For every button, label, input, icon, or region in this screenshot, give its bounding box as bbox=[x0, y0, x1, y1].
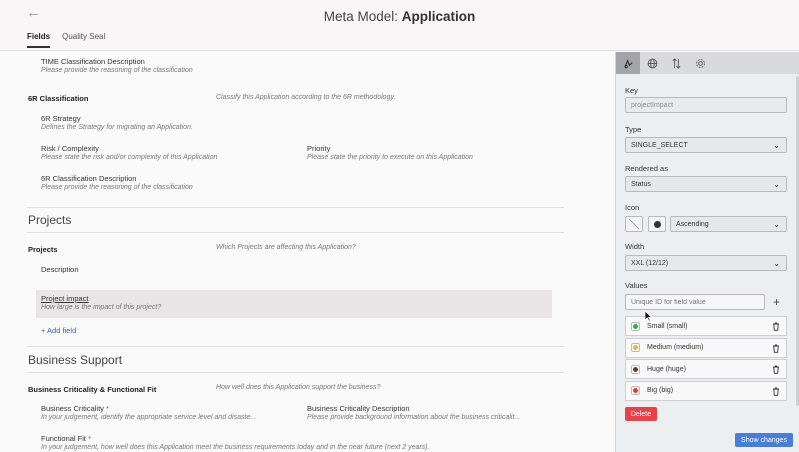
field-settings-panel bbox=[615, 52, 799, 452]
trash-icon[interactable] bbox=[772, 387, 780, 398]
divider bbox=[27, 232, 564, 233]
field-business-criticality-label[interactable] bbox=[41, 404, 109, 413]
show-changes-button[interactable]: Show changes bbox=[735, 433, 793, 447]
trash-icon[interactable] bbox=[772, 344, 780, 355]
divider bbox=[27, 372, 564, 373]
rendered-as-label: Rendered as bbox=[625, 164, 668, 173]
business-criticality-text: Business Criticality bbox=[41, 404, 104, 413]
width-label: Width bbox=[625, 242, 645, 251]
value-row[interactable] bbox=[625, 359, 787, 379]
field-6r-strategy-label[interactable]: 6R Strategy bbox=[41, 114, 81, 123]
field-priority-hint: Please state the priority to execute on this Application bbox=[307, 154, 473, 161]
icon-none-picker[interactable] bbox=[625, 216, 643, 232]
gear-icon bbox=[695, 58, 706, 69]
trash-icon[interactable] bbox=[772, 365, 780, 376]
field-6r-description-label[interactable]: 6R Classification Description bbox=[41, 174, 137, 183]
type-value: SINGLE_SELECT bbox=[631, 141, 688, 149]
key-value: projectImpact bbox=[631, 101, 674, 109]
section-business-support-title: Business Support bbox=[28, 353, 123, 367]
group-projects-hint: Which Projects are affecting this Application? bbox=[216, 244, 356, 251]
group-bcff-label[interactable]: Business Criticality & Functional Fit bbox=[28, 385, 157, 394]
field-risk-label[interactable]: Risk / Complexity bbox=[41, 144, 99, 153]
chevron-down-icon: ⌄ bbox=[773, 259, 780, 268]
functional-fit-text: Functional Fit bbox=[41, 434, 87, 443]
add-value-button[interactable]: + bbox=[773, 295, 781, 309]
field-project-impact-label[interactable]: Project impact bbox=[41, 294, 89, 303]
key-label: Key bbox=[625, 86, 638, 95]
field-functional-fit-label[interactable] bbox=[41, 434, 91, 443]
divider bbox=[27, 207, 564, 208]
field-6r-description-hint: Please provide the reasoning of the classification bbox=[41, 184, 193, 191]
width-value: XXL (12/12) bbox=[631, 259, 669, 267]
icon-order-value: Ascending bbox=[676, 220, 709, 228]
value-row[interactable] bbox=[625, 381, 787, 401]
panel-tab-translations[interactable] bbox=[640, 52, 664, 74]
tab-quality-seal[interactable]: Quality Seal bbox=[62, 32, 106, 41]
value-label: Small (small) bbox=[647, 322, 688, 330]
group-projects-label[interactable]: Projects bbox=[28, 245, 58, 254]
field-time-description-hint: Please provide the reasoning of the classification bbox=[41, 67, 193, 74]
field-priority-label[interactable]: Priority bbox=[307, 144, 331, 153]
values-label: Values bbox=[625, 281, 648, 290]
sort-icon bbox=[671, 58, 682, 69]
main-content bbox=[0, 52, 615, 452]
top-header bbox=[0, 0, 799, 51]
tab-bar bbox=[27, 32, 105, 48]
chevron-down-icon: ⌄ bbox=[773, 220, 780, 229]
mouse-cursor-icon bbox=[644, 310, 652, 322]
value-label: Huge (huge) bbox=[647, 365, 686, 373]
value-label: Big (big) bbox=[647, 387, 674, 394]
field-project-impact-hint: How large is the impact of this project? bbox=[41, 304, 162, 311]
rendered-as-select[interactable] bbox=[625, 176, 787, 192]
no-icon-slash-icon bbox=[626, 217, 642, 231]
type-label: Type bbox=[625, 125, 642, 134]
field-time-description-label[interactable]: TIME Classification Description bbox=[41, 57, 145, 66]
icon-order-select[interactable] bbox=[670, 216, 787, 232]
title-name: Application bbox=[401, 9, 476, 24]
value-color-swatch[interactable] bbox=[631, 386, 640, 395]
value-color-swatch[interactable] bbox=[631, 343, 640, 352]
rendered-as-value: Status bbox=[631, 180, 651, 188]
field-bc-description-label[interactable]: Business Criticality Description bbox=[307, 404, 410, 413]
globe-icon bbox=[647, 58, 658, 69]
field-description-label[interactable]: Description bbox=[41, 265, 79, 274]
panel-tab-bar bbox=[616, 52, 799, 74]
value-color-swatch[interactable] bbox=[631, 365, 640, 374]
title-prefix: Meta Model: bbox=[323, 9, 402, 24]
chevron-down-icon: ⌄ bbox=[773, 180, 780, 189]
delete-button[interactable]: Delete bbox=[625, 407, 657, 421]
field-6r-strategy-hint: Defines the Strategy for migrating an Application. bbox=[41, 124, 193, 131]
color-dot-icon bbox=[633, 324, 638, 329]
tab-fields[interactable]: Fields bbox=[27, 32, 50, 48]
icon-label: Icon bbox=[625, 203, 640, 212]
color-dot-icon bbox=[633, 345, 638, 350]
layout-icon bbox=[623, 58, 634, 69]
chevron-down-icon: ⌄ bbox=[773, 141, 780, 150]
divider bbox=[27, 346, 564, 347]
add-field-button[interactable]: + Add field bbox=[41, 326, 77, 335]
required-marker: * bbox=[88, 434, 92, 443]
panel-tab-sort[interactable] bbox=[664, 52, 688, 74]
panel-tab-layout[interactable] bbox=[616, 52, 640, 74]
group-bcff-hint: How well does this Application support the business? bbox=[216, 384, 381, 391]
field-business-criticality-hint: In your judgement, identify the appropriate service level and disaste... bbox=[41, 414, 257, 421]
back-arrow-icon[interactable]: ← bbox=[26, 4, 41, 21]
color-dot-icon bbox=[633, 388, 638, 393]
field-risk-hint: Please state the risk and/or complexity of this Application bbox=[41, 154, 218, 161]
field-bc-description-hint: Please provide background information about the business criticalit... bbox=[307, 414, 521, 421]
value-id-input[interactable] bbox=[625, 294, 765, 310]
panel-tab-settings[interactable] bbox=[688, 52, 712, 74]
dot-icon bbox=[654, 221, 661, 228]
section-projects-title: Projects bbox=[28, 213, 72, 227]
required-marker: * bbox=[106, 404, 109, 413]
type-select[interactable] bbox=[625, 137, 787, 153]
trash-icon[interactable] bbox=[772, 322, 780, 333]
value-label: Medium (medium) bbox=[647, 344, 704, 351]
group-6r-classification-hint: Classify this Application according to the 6R methodology. bbox=[216, 94, 396, 101]
icon-dot-picker[interactable] bbox=[648, 216, 666, 232]
key-input[interactable] bbox=[625, 97, 787, 113]
field-functional-fit-hint: In your judgement, how well does this Application meet the business requirements today and in the near future (next 2 years). bbox=[41, 444, 430, 451]
value-row[interactable] bbox=[625, 338, 787, 358]
value-color-swatch[interactable] bbox=[631, 322, 640, 331]
color-dot-icon bbox=[633, 367, 638, 372]
page-title bbox=[0, 9, 799, 24]
width-select[interactable] bbox=[625, 255, 787, 271]
group-6r-classification-label[interactable]: 6R Classification bbox=[28, 94, 89, 103]
